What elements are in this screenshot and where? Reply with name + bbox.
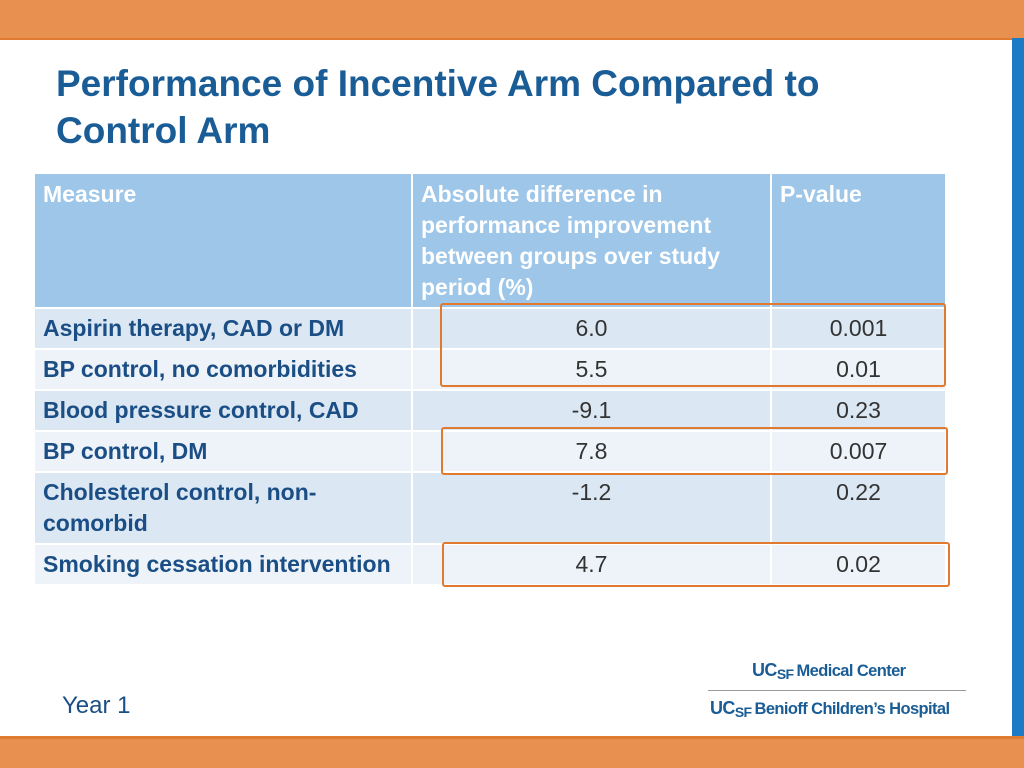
year-label: Year 1	[62, 692, 131, 719]
p-value-cell: 0.007	[771, 431, 946, 472]
table-header-row	[34, 173, 946, 308]
slide-title: Performance of Incentive Arm Compared to Control Arm	[56, 63, 820, 151]
p-value-cell: 0.02	[771, 544, 946, 585]
table-row	[34, 390, 946, 431]
right-accent-stripe	[1012, 38, 1024, 738]
bottom-banner	[0, 739, 1024, 768]
header-p-value: P-value	[771, 173, 946, 308]
difference-cell: 6.0	[412, 308, 771, 349]
difference-cell: -9.1	[412, 390, 771, 431]
highlight-box-bp-dm	[441, 427, 948, 475]
measure-cell: BP control, no comorbidities	[34, 349, 412, 390]
difference-cell: -1.2	[412, 472, 771, 544]
p-value-cell: 0.01	[771, 349, 946, 390]
ucsf-benioff-logo: UCSF Benioff Children’s Hospital	[710, 698, 950, 720]
measure-cell: Smoking cessation intervention	[34, 544, 412, 585]
measure-cell: Cholesterol control, non-comorbid	[34, 472, 412, 544]
top-banner	[0, 0, 1024, 38]
measure-cell: BP control, DM	[34, 431, 412, 472]
header-measure: Measure	[34, 173, 412, 308]
header-difference: Absolute difference in performance improvement between groups over study period (%)	[412, 173, 771, 308]
highlight-box-smoking	[442, 542, 950, 587]
p-value-cell: 0.001	[771, 308, 946, 349]
difference-cell: 4.7	[412, 544, 771, 585]
ucsf-medical-center-logo: UCSF Medical Center	[752, 660, 906, 682]
p-value-cell: 0.22	[771, 472, 946, 544]
p-value-cell: 0.23	[771, 390, 946, 431]
difference-cell: 7.8	[412, 431, 771, 472]
difference-cell: 5.5	[412, 349, 771, 390]
top-banner-rule	[0, 38, 1012, 40]
measure-cell: Blood pressure control, CAD	[34, 390, 412, 431]
logo-divider	[708, 690, 966, 691]
highlight-box-aspirin-bp	[440, 303, 946, 387]
table-row	[34, 472, 946, 544]
measure-cell: Aspirin therapy, CAD or DM	[34, 308, 412, 349]
